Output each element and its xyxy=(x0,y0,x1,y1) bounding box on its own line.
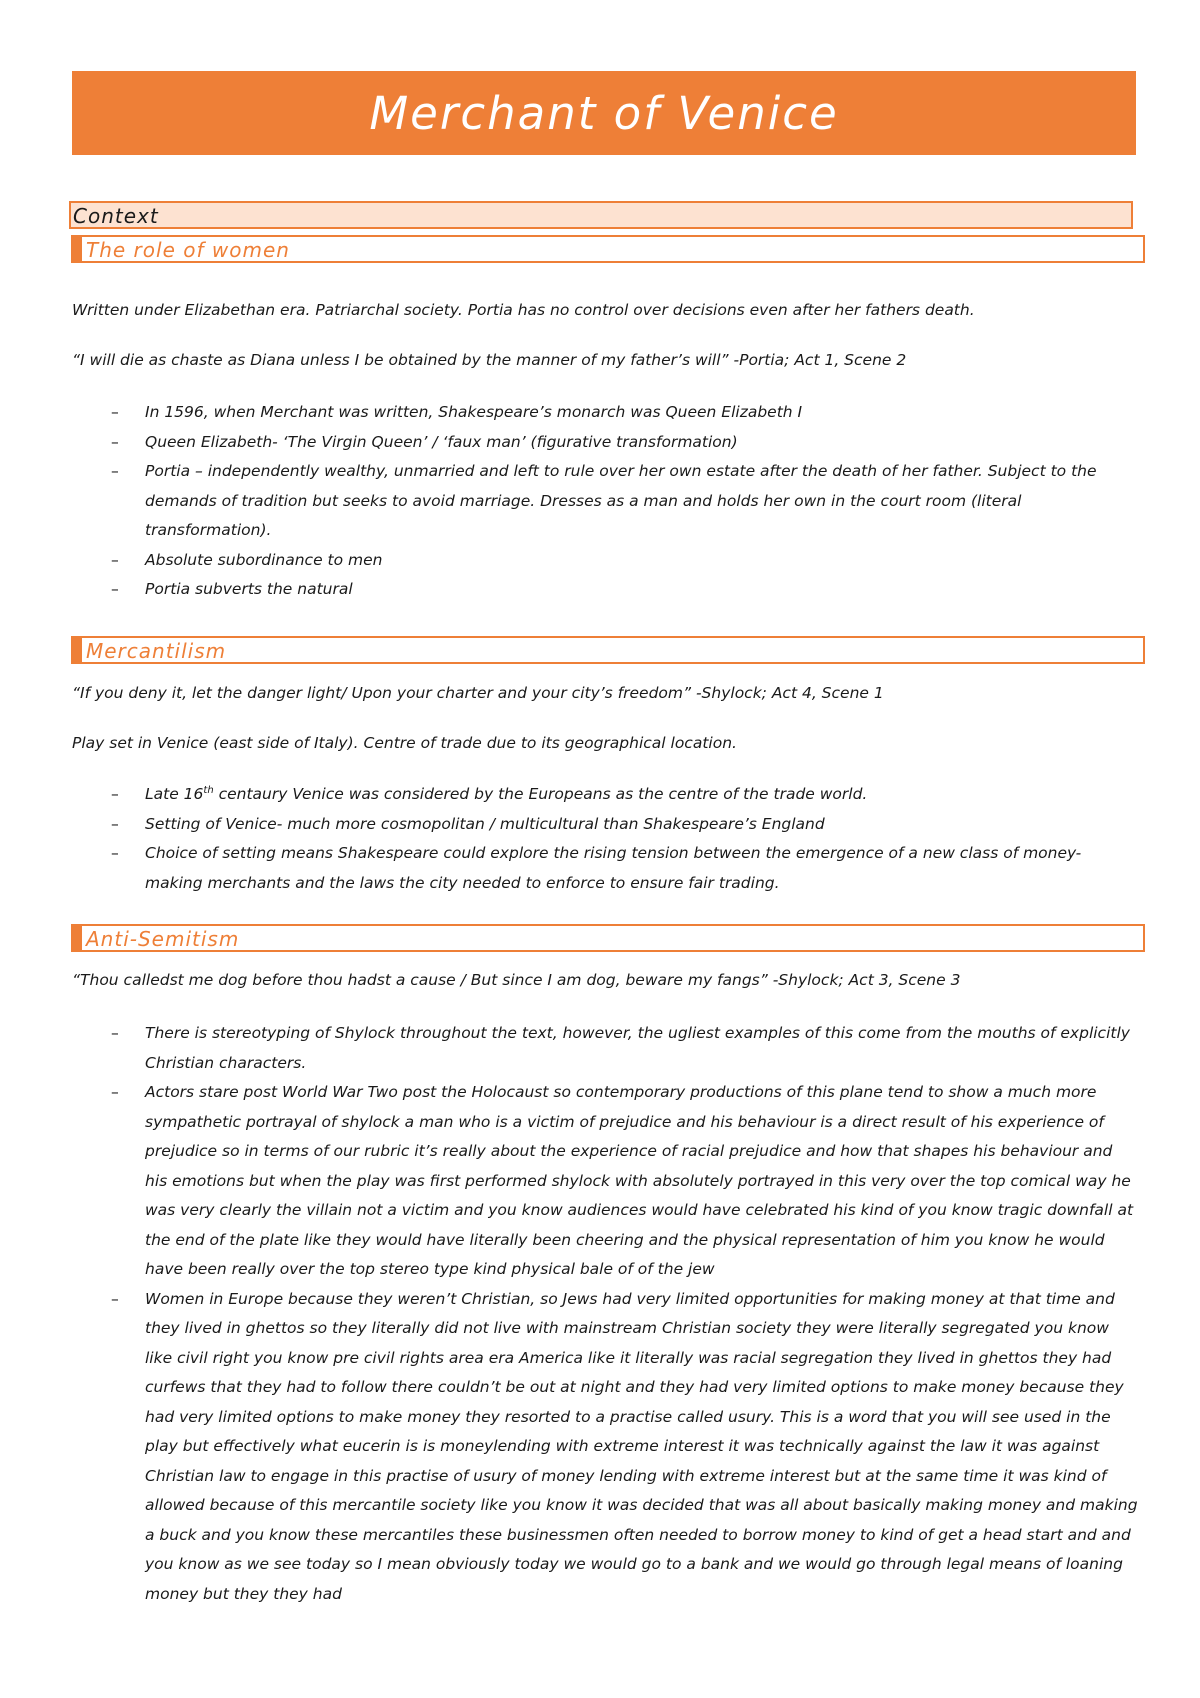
subheading-text: Mercantilism xyxy=(86,639,227,663)
subheading-text: The role of women xyxy=(86,238,290,262)
women-quote: “I will die as chaste as Diana unless I be obtained by the manner of my father’s will” -Portia; Act 1, Scene 2 xyxy=(72,351,907,369)
subheading-anti-semitism xyxy=(71,924,1145,952)
list-item: – There is stereotyping of Shylock throughout the text, however, the ugliest examples of this come from the mouths of explicitly Christian characters. xyxy=(111,1024,1130,1072)
mercantilism-quote: “If you deny it, let the danger light/ Upon your charter and your city’s freedom” -Shylock; Act 4, Scene 1 xyxy=(72,684,884,702)
list-item: – In 1596, when Merchant was written, Shakespeare’s monarch was Queen Elizabeth I xyxy=(111,403,803,421)
anti-semitism-quote: “Thou calledst me dog before thou hadst a cause / But since I am dog, beware my fangs” -Shylock; Act 3, Scene 3 xyxy=(72,971,961,989)
subheading-accent xyxy=(73,926,82,950)
list-item: – Setting of Venice- much more cosmopolitan / multicultural than Shakespeare’s England xyxy=(111,814,825,833)
subheading-text: Anti-Semitism xyxy=(86,927,240,951)
list-item: – Choice of setting means Shakespeare could explore the rising tension between the emergence of a new class of money-making merchants and the laws the city needed to enforce to ensure fair trading. xyxy=(111,844,1082,892)
list-item: – Actors stare post World War Two post the Holocaust so contemporary productions of this plane tend to show a much more sympathetic portrayal of shylock a man who is a victim of prejudice and his behaviour is a direct result of his experience of prejudice so in terms of our rubric it’s really about the experience of racial prejudice and how that shapes his behaviour and his emotions but when the play was first performed shylock with absolutely portrayed in this very over the top comical way he was very clearly the villain not a victim and you know audiences would have celebrated his kind of you know tragic downfall at the end of the plate like they would have literally been cheering and the physical representation of him you know he would have been really over the top stereo type kind physical bale of of the jew xyxy=(111,1083,1134,1278)
list-item: – Portia – independently wealthy, unmarried and left to rule over her own estate after the death of her father. Subject to the demands of tradition but seeks to avoid marriage. Dresses as a man and holds her own in the court room (literal transformation). xyxy=(111,462,1097,539)
page-title: Merchant of Venice xyxy=(369,86,839,140)
mercantilism-bullet-list xyxy=(0,780,1200,898)
subheading-accent xyxy=(73,638,82,662)
anti-semitism-bullet-list xyxy=(0,1019,1200,1609)
women-intro: Written under Elizabethan era. Patriarchal society. Portia has no control over decisions even after her fathers death. xyxy=(72,301,975,319)
list-item: – Portia subverts the natural xyxy=(111,580,353,598)
list-item: – Late 16th centaury Venice was considered by the Europeans as the centre of the trade world. xyxy=(111,784,868,803)
list-item: – Women in Europe because they weren’t Christian, so Jews had very limited opportunities for making money at that time and they lived in ghettos so they literally did not live with mainstream Christian society they were literally segregated you know like civil right you know pre civil rights area era America like it literally was racial segregation they lived in ghettos they had curfews that they had to follow there couldn’t be out at night and they had very limited options to make money because they had very limited options to make money they resorted to a practise called usury. This is a word that you will see used in the play but effectively what eucerin is is moneylending with extreme interest it was technically against the law it was against Christian law to engage in this practise of usury of money lending with extreme interest but at the same time it was kind of allowed because of this mercantile society like you know it was decided that was all about basically making money and making a buck and you know these mercantiles these businessmen often needed to borrow money to kind of get a head start and and you know as we see today so I mean obviously today we would go to a bank and we would go through legal means of loaning money but they they had xyxy=(111,1289,1138,1603)
subheading-mercantilism xyxy=(71,636,1145,664)
women-bullet-list xyxy=(0,398,1200,605)
subheading-role-of-women xyxy=(71,235,1145,263)
mercantilism-intro: Play set in Venice (east side of Italy). Centre of trade due to its geographical location. xyxy=(72,734,737,752)
section-heading-box xyxy=(69,201,1133,229)
section-heading: Context xyxy=(73,204,159,228)
list-item: – Queen Elizabeth- ‘The Virgin Queen’ / ‘faux man’ (figurative transformation) xyxy=(111,432,738,451)
subheading-accent xyxy=(73,237,82,261)
list-item: – Absolute subordinance to men xyxy=(111,550,383,569)
title-banner xyxy=(72,71,1136,155)
